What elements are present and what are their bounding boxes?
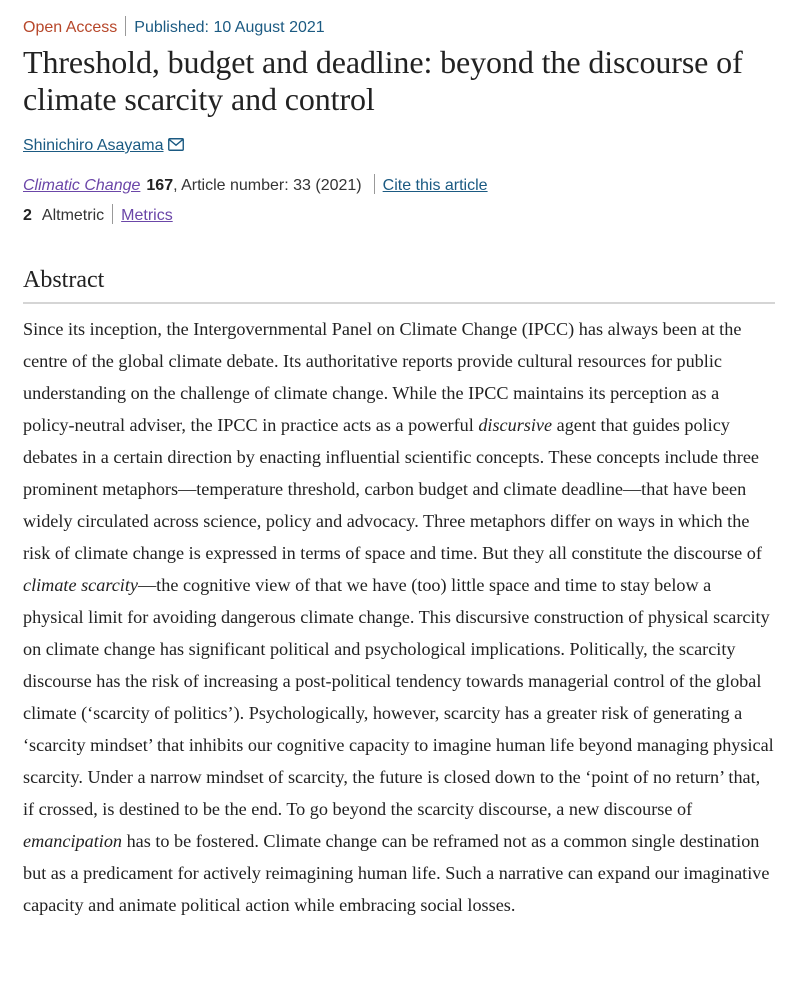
abstract-emphasis-climate-scarcity: climate scarcity — [23, 575, 138, 595]
abstract-paragraph — [23, 313, 775, 921]
abstract-heading: Abstract — [23, 267, 105, 293]
journal-volume: 167 — [146, 177, 174, 195]
abstract-text-part-4: has to be fostered. Climate change can be reframed not as a common single destination but as a predicament for actively reimagining human life. Such a narrative can expand our imaginative capacity and animate political action while embracing social losses. — [23, 831, 770, 915]
metrics-link[interactable]: Metrics — [121, 207, 173, 225]
article-number: , Article number: 33 (2021) — [173, 177, 362, 195]
metrics-divider — [112, 204, 113, 224]
article-title: Threshold, budget and deadline: beyond the discourse of climate scarcity and control — [23, 44, 743, 117]
section-divider — [23, 302, 775, 304]
abstract-text-part-3: —the cognitive view of that we have (too) little space and time to stay below a physical limit for avoiding dangerous climate change. This discursive construction of physical scarcity on climate change has significant political and psychological implications. Politically, the scarcity discourse has the risk of increasing a post-political tendency towards managerial control of the global climate (‘scarcity of politics’). Psychologically, however, scarcity has a greater risk of generating a ‘scarcity mindset’ that inhibits our cognitive capacity to imagine human life beyond managing physical scarcity. Under a narrow mindset of scarcity, the future is closed down to the ‘point of no return’ that, if crossed, is destined to be the end. To go beyond the scarcity discourse, a new discourse of — [23, 575, 774, 819]
citation-divider — [374, 174, 375, 194]
journal-citation — [23, 176, 488, 196]
mail-icon-graphic — [168, 138, 184, 151]
article-meta-bar — [23, 18, 325, 38]
altmetric-score: 2 — [23, 207, 32, 225]
author-list — [23, 136, 184, 156]
cite-article-link[interactable]: Cite this article — [382, 177, 488, 195]
abstract-text-part-1: Since its inception, the Intergovernmental Panel on Climate Change (IPCC) has always been at the centre of the global climate debate. Its authoritative reports provide cultural resources for public understanding on the challenge of climate change. While the IPCC maintains its perception as a policy-neutral adviser, the IPCC in practice acts as a powerful — [23, 319, 742, 435]
mail-icon[interactable] — [168, 137, 184, 157]
altmetric-label: Altmetric — [41, 207, 105, 225]
abstract-text-part-2: agent that guides policy debates in a certain direction by enacting influential scientific concepts. These concepts include three prominent metaphors—temperature threshold, carbon budget and climate deadline—that have been widely circulated across science, policy and advocacy. Three metaphors differ on ways in which the risk of climate change is expressed in terms of space and time. But they all constitute the discourse of — [23, 415, 762, 563]
published-date: Published: 10 August 2021 — [134, 19, 325, 37]
open-access-badge: Open Access — [23, 19, 118, 37]
abstract-emphasis-discursive: discursive — [478, 415, 553, 435]
author-link[interactable]: Shinichiro Asayama — [23, 137, 164, 154]
article-metrics — [23, 206, 173, 226]
abstract-emphasis-emancipation: emancipation — [23, 831, 123, 851]
meta-divider — [125, 16, 126, 36]
journal-link[interactable]: Climatic Change — [23, 177, 141, 195]
